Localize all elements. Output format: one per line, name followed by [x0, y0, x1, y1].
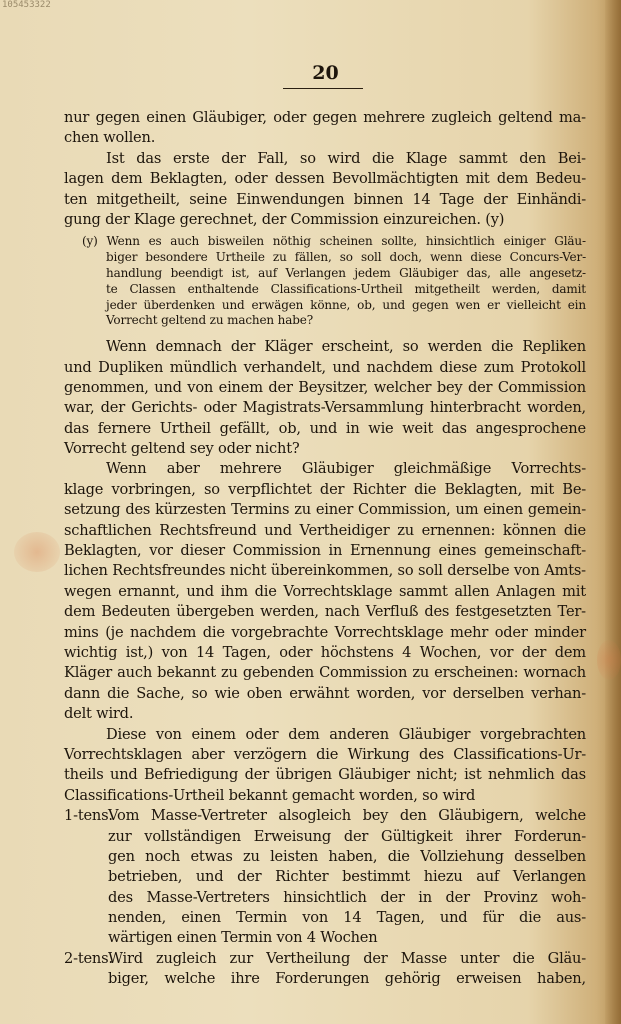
- item-line: [64, 928, 586, 948]
- item-line: [64, 969, 586, 989]
- item-text: zur vollständigen Erweisung der Gültigkeit ihrer Forderun-: [108, 827, 586, 845]
- text-line: dann die Sache, so wie oben erwähnt worden, vor derselben verhan-: [64, 684, 586, 702]
- footnote-line: biger besondere Urtheile zu fällen, so soll doch, wenn diese Concurs-Ver-: [106, 250, 586, 265]
- paragraph-block-main: [64, 337, 586, 806]
- text-line: wichtig ist,) von 14 Tagen, oder höchstens 4 Wochen, vor der dem: [64, 643, 586, 661]
- text-line: nur gegen einen Gläubiger, oder gegen mehrere zugleich geltend ma-: [64, 109, 586, 126]
- text-line: Vorrecht geltend sey oder nicht?: [64, 440, 300, 458]
- text-line: Wenn demnach der Kläger erscheint, so werden die Repliken: [106, 338, 586, 356]
- item-label: 1-tens.: [64, 807, 113, 825]
- body-text: [64, 108, 586, 990]
- paragraph-block-intro: [64, 108, 586, 230]
- text-line: Ist das erste der Fall, so wird die Klage sammt den Bei-: [106, 149, 586, 167]
- text-line: Vorrechtsklagen aber verzögern die Wirkung des Classifications-Ur-: [64, 745, 586, 763]
- text-line: dem Bedeuten übergeben werden, nach Verfluß des festgesetzten Ter-: [64, 603, 586, 621]
- item-text: gen noch etwas zu leisten haben, die Vollziehung desselben: [108, 847, 586, 865]
- item-line: [64, 908, 586, 928]
- item-line: [64, 949, 586, 969]
- page-number: 20: [312, 62, 339, 84]
- text-line: Wenn aber mehrere Gläubiger gleichmäßige Vorrechts-: [106, 460, 586, 478]
- text-line: Classifications-Urtheil bekannt gemacht worden, so wird: [64, 786, 476, 804]
- paper-stain: [14, 532, 60, 572]
- text-line: mins (je nachdem die vorgebrachte Vorrechtsklage mehr oder minder: [64, 623, 586, 641]
- item-line: [64, 847, 586, 867]
- item-text: biger, welche ihre Forderungen gehörig erweisen haben,: [108, 970, 586, 988]
- item-line: [64, 806, 586, 826]
- item-text: Wird zugleich zur Vertheilung der Masse unter die Gläu-: [108, 949, 586, 967]
- text-line: klage vorbringen, so verpflichtet der Richter die Beklagten, mit Be-: [64, 480, 586, 498]
- text-line: gung der Klage gerechnet, der Commission einzureichen. (y): [64, 210, 505, 228]
- text-line: ten mitgetheilt, seine Einwendungen binnen 14 Tage der Einhändi-: [64, 190, 586, 208]
- text-line: Diese von einem oder dem anderen Gläubiger vorgebrachten: [106, 725, 586, 743]
- text-line: genommen, und von einem der Beysitzer, welcher bey der Commission: [64, 378, 586, 396]
- text-line: lichen Rechtsfreundes nicht übereinkommen, so soll derselbe von Amts-: [64, 562, 586, 580]
- library-stamp: 105453322: [2, 0, 51, 10]
- text-line: schaftlichen Rechtsfreund und Vertheidiger zu ernennen: können die: [64, 521, 586, 539]
- footnote-line: handlung beendigt ist, auf Verlangen jedem Gläubiger das, alle angesetz-: [106, 265, 586, 280]
- text-line: und Dupliken mündlich verhandelt, und nachdem diese zum Protokoll: [64, 358, 586, 376]
- item-text: des Masse-Vertreters hinsichtlich der in der Provinz woh-: [108, 888, 586, 906]
- text-line: chen wollen.: [64, 129, 156, 147]
- footnote-line: (y) Wenn es auch bisweilen nöthig scheinen sollte, hinsichtlich einiger Gläu-: [82, 234, 586, 249]
- text-line: theils und Befriedigung der übrigen Gläubiger nicht; ist nehmlich das: [64, 766, 586, 784]
- text-line: setzung des kürzesten Termins zu einer Commission, um einen gemein-: [64, 501, 586, 519]
- footnote-line: jeder überdenken und erwägen könne, ob, und gegen wen er vielleicht ein: [106, 297, 586, 312]
- item-text: Vom Masse-Vertreter alsogleich bey den Gläubigern, welche: [108, 807, 586, 825]
- text-line: lagen dem Beklagten, oder dessen Bevollmächtigten mit dem Bedeu-: [64, 170, 586, 188]
- item-line: [64, 867, 586, 887]
- text-line: das fernere Urtheil gefällt, ob, und in wie weit das angesprochene: [64, 419, 586, 437]
- item-text: nenden, einen Termin von 14 Tagen, und für die aus-: [108, 909, 586, 927]
- item-label: 2-tens.: [64, 949, 113, 967]
- item-text: wärtigen einen Termin von 4 Wochen: [108, 929, 378, 947]
- text-line: Beklagten, vor dieser Commission in Ernennung eines gemeinschaft-: [64, 542, 586, 560]
- item-text: betrieben, und der Richter bestimmt hiezu auf Verlangen: [108, 868, 586, 886]
- footnote-line: Vorrecht geltend zu machen habe?: [106, 313, 314, 328]
- footnote-line: te Classen enthaltende Classifications-Urtheil mitgetheilt werden, damit: [106, 281, 586, 296]
- footnote-y: [64, 234, 586, 329]
- enumerated-items: [64, 806, 586, 990]
- text-line: wegen ernannt, und ihm die Vorrechtsklage sammt allen Anlagen mit: [64, 582, 586, 600]
- header-rule: [283, 88, 363, 89]
- text-line: war, der Gerichts- oder Magistrats-Versammlung hinterbracht worden,: [64, 399, 586, 417]
- text-line: delt wird.: [64, 705, 134, 723]
- page-spine-shadow: [605, 0, 621, 1024]
- item-line: [64, 888, 586, 908]
- text-line: Kläger auch bekannt zu gebenden Commission zu erscheinen: wornach: [64, 664, 586, 682]
- paper-stain: [597, 640, 621, 680]
- item-line: [64, 827, 586, 847]
